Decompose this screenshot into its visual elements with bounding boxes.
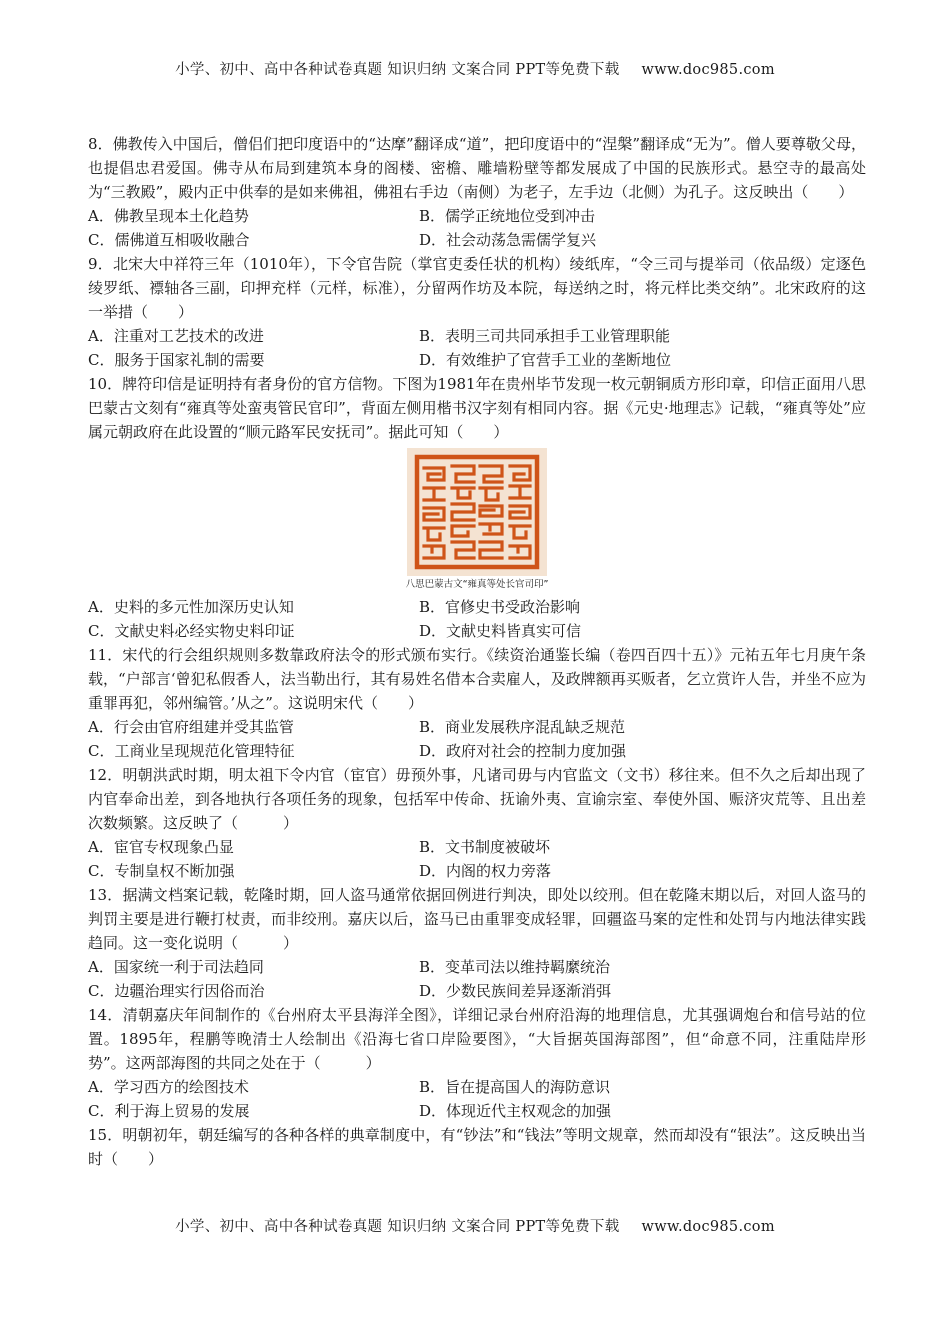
option-c: C．边疆治理实行因俗而治 (88, 982, 265, 1000)
option-c: C．服务于国家礼制的需要 (88, 351, 265, 369)
option-d: D．社会动荡急需儒学复兴 (419, 231, 597, 249)
question-stem: 10．牌符印信是证明持有者身份的官方信物。下图为1981年在贵州毕节发现一枚元朝铜质方形印章，印信正面用八思巴蒙古文刻有“雍真等处蛮夷管民官印”，背面左侧用楷书汉字刻有相同内容。据《元史·地理志》记载，“雍真等处”应属元朝政府在此设置的“顺元路军民安抚司”。据此可知（ ） (88, 375, 866, 441)
question-stem: 9．北宋大中祥符三年（1010年），下令官告院（掌官吏委任状的机构）绫纸库，“令三司与提举司（依品级）定逐色绫罗纸、褾轴各三副，印押充样（元样，标准），分留两作坊及本院，每送纳之时，将元样比类交纳”。北宋政府的这一举措（ ） (88, 255, 866, 321)
option-d: D．内阁的权力旁落 (419, 862, 552, 880)
question-12 (88, 763, 866, 883)
question-stem: 15．明朝初年，朝廷编写的各种各样的典章制度中，有“钞法”和“钱法”等明文规章，然而却没有“银法”。这反映出当时（ ） (88, 1126, 866, 1168)
option-d: D．体现近代主权观念的加强 (419, 1102, 612, 1120)
exam-content (88, 132, 866, 1171)
option-c: C．工商业呈现规范化管理特征 (88, 742, 295, 760)
page-header (0, 58, 950, 79)
options-grid (88, 595, 866, 643)
page-footer (0, 1215, 950, 1236)
options-grid (88, 715, 866, 763)
question-9 (88, 252, 866, 372)
option-d: D．政府对社会的控制力度加强 (419, 742, 627, 760)
option-b: B．文书制度被破坏 (419, 838, 551, 856)
question-stem: 14．清朝嘉庆年间制作的《台州府太平县海洋全图》，详细记录台州府沿海的地理信息，尤其强调炮台和信号站的位置。1895年，程鹏等晚清士人绘制出《沿海七省口岸险要图》，“大旨据英国海部图”，但“命意不同，注重陆岸形势”。这两部海图的共同之处在于（ ） (88, 1006, 866, 1072)
question-14 (88, 1003, 866, 1123)
option-c: C．文献史料必经实物史料印证 (88, 622, 295, 640)
question-13 (88, 883, 866, 1003)
option-d: D．有效维护了官营手工业的垄断地位 (419, 351, 672, 369)
header-text: 小学、初中、高中各种试卷真题 知识归纳 文案合同 PPT等免费下载 (175, 62, 620, 78)
options-grid (88, 835, 866, 883)
figure-caption: 八思巴蒙古文“雍真等处长官司印” (405, 579, 549, 590)
option-a: A．史料的多元性加深历史认知 (88, 598, 294, 616)
question-11 (88, 643, 866, 763)
option-b: B．儒学正统地位受到冲击 (419, 207, 596, 225)
options-grid (88, 955, 866, 1003)
options-grid (88, 204, 866, 252)
question-8 (88, 132, 866, 252)
option-a: A．行会由官府组建并受其监管 (88, 718, 294, 736)
option-a: A．国家统一利于司法趋同 (88, 958, 264, 976)
question-stem: 8．佛教传入中国后，僧侣们把印度语中的“达摩”翻译成“道”，把印度语中的“涅槃”翻译成“无为”。僧人要尊敬父母，也提倡忠君爱国。佛寺从布局到建筑本身的阁楼、密檐、雕墙粉壁等都发展成了中国的民族形式。悬空寺的最高处为“三教殿”，殿内正中供奉的是如来佛祖，佛祖右手边（南侧）为老子，左手边（北侧）为孔子。这反映出（ ） (88, 135, 866, 201)
option-a: A．注重对工艺技术的改进 (88, 327, 264, 345)
question-15 (88, 1123, 866, 1171)
seal-image (407, 448, 547, 576)
option-b: B．旨在提高国人的海防意识 (419, 1078, 611, 1096)
question-stem: 12．明朝洪武时期，明太祖下令内官（宦官）毋预外事，凡诸司毋与内官监文（文书）移往来。但不久之后却出现了内官奉命出差，到各地执行各项任务的现象，包括军中传命、抚谕外夷、宣谕宗室、奉使外国、赈济灾荒等、且出差次数频繁。这反映了（ ） (88, 766, 866, 832)
option-b: B．表明三司共同承担手工业管理职能 (419, 327, 671, 345)
option-b: B．商业发展秩序混乱缺乏规范 (419, 718, 626, 736)
question-stem: 13．据满文档案记载，乾隆时期，回人盗马通常依据回例进行判决，即处以绞刑。但在乾隆末期以后，对回人盗马的判罚主要是进行鞭打杖责，而非绞刑。嘉庆以后，盗马已由重罪变成轻罪，回疆盗马案的定性和处罚与内地法律实践趋同。这一变化说明（ ） (88, 886, 866, 952)
option-b: B．变革司法以维持羁縻统治 (419, 958, 611, 976)
option-c: C．专制皇权不断加强 (88, 862, 235, 880)
option-b: B．官修史书受政治影响 (419, 598, 581, 616)
option-d: D．文献史料皆真实可信 (419, 622, 582, 640)
option-a: A．学习西方的绘图技术 (88, 1078, 249, 1096)
question-10 (88, 372, 866, 643)
phags-pa-seal-stamp (414, 454, 540, 570)
header-url[interactable]: www.doc985.com (641, 62, 775, 78)
footer-text: 小学、初中、高中各种试卷真题 知识归纳 文案合同 PPT等免费下载 (175, 1219, 620, 1235)
option-d: D．少数民族间差异逐渐消弭 (419, 982, 612, 1000)
seal-figure (397, 448, 557, 592)
option-c: C．儒佛道互相吸收融合 (88, 231, 250, 249)
options-grid (88, 324, 866, 372)
option-c: C．利于海上贸易的发展 (88, 1102, 250, 1120)
options-grid (88, 1075, 866, 1123)
option-a: A．宦官专权现象凸显 (88, 838, 234, 856)
footer-url[interactable]: www.doc985.com (641, 1219, 775, 1235)
option-a: A．佛教呈现本土化趋势 (88, 207, 249, 225)
question-stem: 11．宋代的行会组织规则多数靠政府法令的形式颁布实行。《续资治通鉴长编（卷四百四十五）》元祐五年七月庚午条载，“户部言‘曾犯私假香人，法当勒出行，其有易姓名借本合卖雇人，及政牌额再买贩者，乞立赏许人告，并坐不应为重罪再犯，邻州编管。’从之”。这说明宋代（ ） (88, 646, 866, 712)
